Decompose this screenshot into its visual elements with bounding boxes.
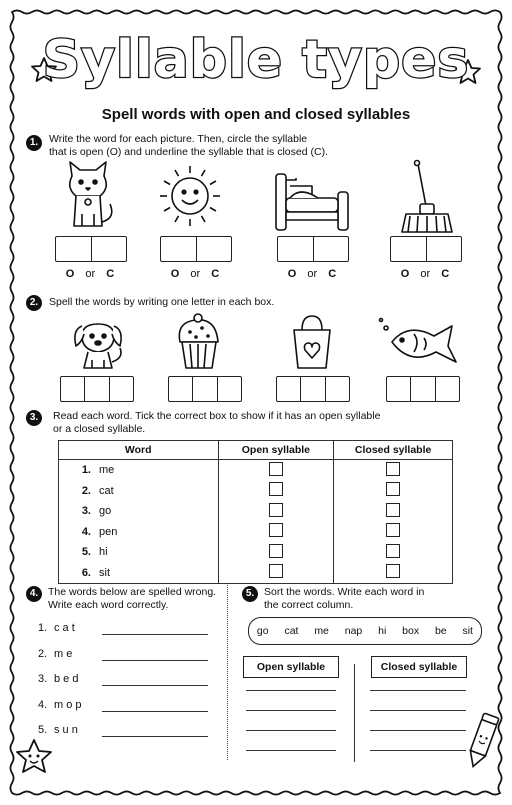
misspelled-word: s u n — [54, 724, 78, 736]
misspelled-item — [38, 699, 82, 711]
closed-cell — [334, 501, 453, 522]
bank-word: nap — [344, 625, 363, 637]
section-4-number: 4. — [26, 586, 42, 602]
bank-word: go — [256, 625, 269, 637]
instruction-line: Sort the words. Write each word in — [264, 586, 425, 598]
open-checkbox[interactable] — [269, 462, 283, 476]
misspelled-word: b e d — [54, 673, 79, 685]
open-cell — [218, 481, 334, 502]
word-cell: 3. go — [59, 501, 219, 522]
misspelled-item — [38, 673, 78, 685]
answer-line[interactable] — [102, 685, 208, 686]
open-cell — [218, 542, 334, 563]
letter-boxes[interactable] — [168, 376, 242, 402]
word-bank — [248, 617, 482, 645]
open-cell — [218, 563, 334, 584]
bank-word: box — [402, 625, 420, 637]
table-row — [59, 563, 453, 584]
instruction-line: or a closed syllable. — [53, 423, 146, 435]
header-word: Word — [59, 441, 219, 460]
closed-checkbox[interactable] — [386, 564, 400, 578]
answer-line[interactable] — [370, 730, 466, 731]
open-checkbox[interactable] — [269, 523, 283, 537]
item-number: 2. — [38, 647, 48, 660]
word-cell: 4. pen — [59, 522, 219, 543]
answer-line[interactable] — [102, 736, 208, 737]
closed-cell — [334, 460, 453, 481]
answer-line[interactable] — [102, 660, 208, 661]
instruction-line: Read each word. Tick the correct box to show if it has an open syllable — [53, 410, 381, 422]
open-checkbox[interactable] — [269, 564, 283, 578]
section-4-instruction — [48, 586, 216, 612]
answer-line[interactable] — [246, 730, 336, 731]
instruction-line: that is open (O) and underline the syllable that is closed (C). — [49, 146, 328, 158]
sun-ray — [164, 208, 170, 212]
bank-word: cat — [284, 625, 299, 637]
instruction-line: The words below are spelled wrong. — [48, 586, 217, 598]
item-number: 4. — [38, 698, 48, 711]
closed-checkbox[interactable] — [386, 482, 400, 496]
open-syllable-label: Open syllable — [243, 656, 339, 678]
header-open: Open syllable — [218, 441, 334, 460]
closed-checkbox[interactable] — [386, 544, 400, 558]
letter-boxes[interactable] — [277, 236, 349, 262]
open-checkbox[interactable] — [269, 482, 283, 496]
open-or-closed-choice[interactable]: O or C — [170, 268, 220, 280]
section-5-instruction — [264, 586, 424, 612]
closed-cell — [334, 522, 453, 543]
open-cell — [218, 460, 334, 481]
letter-boxes[interactable] — [390, 236, 462, 262]
section-5-number: 5. — [242, 586, 258, 602]
column-divider — [354, 664, 355, 762]
table-row — [59, 501, 453, 522]
item-number: 3. — [38, 673, 48, 685]
answer-line[interactable] — [102, 711, 208, 712]
open-checkbox[interactable] — [269, 544, 283, 558]
section-2-instruction: Spell the words by writing one letter in each box. — [49, 296, 275, 308]
word-cell: 5. hi — [59, 542, 219, 563]
word-cell: 2. cat — [59, 481, 219, 502]
closed-syllable-label: Closed syllable — [371, 656, 467, 678]
cupcake-icon — [179, 314, 218, 368]
open-cell — [218, 501, 334, 522]
answer-line[interactable] — [102, 634, 208, 635]
misspelled-word: m o p — [54, 698, 82, 711]
word-cell: 1. me — [59, 460, 219, 481]
instruction-line: the correct column. — [264, 599, 354, 611]
instruction-line: Write the word for each picture. Then, circle the syllable — [49, 133, 308, 145]
closed-cell — [334, 542, 453, 563]
sun-ray — [210, 181, 216, 185]
letter-boxes[interactable] — [55, 236, 127, 262]
misspelled-item — [38, 622, 75, 634]
bag-icon — [294, 316, 330, 368]
answer-line[interactable] — [246, 710, 336, 711]
bank-word: sit — [462, 625, 473, 637]
misspelled-word: c a t — [54, 622, 75, 634]
section-1-number: 1. — [26, 135, 42, 151]
misspelled-word: m e — [54, 647, 73, 660]
section-2-number: 2. — [26, 295, 42, 311]
bank-word: hi — [378, 625, 387, 637]
header-closed: Closed syllable — [334, 441, 453, 460]
closed-checkbox[interactable] — [386, 462, 400, 476]
sun-icon — [160, 166, 220, 226]
answer-line[interactable] — [246, 750, 336, 751]
letter-boxes[interactable] — [160, 236, 232, 262]
item-number: 5. — [38, 724, 48, 736]
answer-line[interactable] — [246, 690, 336, 691]
word-cell: 6. sit — [59, 563, 219, 584]
sun-ray — [202, 170, 206, 176]
bank-word: be — [434, 625, 447, 637]
page-title: Syllable types — [42, 30, 470, 90]
letter-boxes[interactable] — [386, 376, 460, 402]
closed-checkbox[interactable] — [386, 503, 400, 517]
misspelled-item — [38, 648, 72, 660]
open-checkbox[interactable] — [269, 503, 283, 517]
answer-line[interactable] — [370, 690, 466, 691]
misspelled-item — [38, 724, 78, 736]
section-divider — [227, 585, 228, 760]
sun-ray — [175, 170, 179, 176]
sun-ray — [164, 181, 170, 185]
section-3-instruction — [53, 410, 380, 436]
item-number: 1. — [38, 622, 48, 634]
open-or-closed-choice[interactable]: O or C — [400, 268, 450, 280]
smiling-star-icon — [17, 740, 51, 772]
open-cell — [218, 522, 334, 543]
dog-icon — [75, 324, 121, 368]
bank-word: me — [314, 625, 329, 637]
sun-ray — [202, 216, 206, 222]
letter-boxes[interactable] — [60, 376, 134, 402]
page-subtitle: Spell words with open and closed syllables — [101, 106, 411, 123]
table-row — [59, 522, 453, 543]
instruction-line: Write each word correctly. — [48, 599, 169, 611]
fish-icon — [380, 319, 457, 363]
sun-ray — [175, 216, 179, 222]
table-row — [59, 481, 453, 502]
answer-line[interactable] — [370, 750, 466, 751]
closed-checkbox[interactable] — [386, 523, 400, 537]
mop-icon — [402, 161, 452, 233]
closed-cell — [334, 563, 453, 584]
section-3-number: 3. — [26, 410, 42, 426]
bed-icon — [276, 174, 348, 230]
sun-ray — [210, 208, 216, 212]
table-row — [59, 460, 453, 481]
syllable-table — [58, 440, 453, 584]
table-row — [59, 542, 453, 563]
closed-cell — [334, 481, 453, 502]
letter-boxes[interactable] — [276, 376, 350, 402]
answer-line[interactable] — [370, 710, 466, 711]
cat-icon — [70, 162, 112, 226]
open-or-closed-choice[interactable]: O or C — [65, 268, 115, 280]
pencil-icon — [466, 713, 500, 769]
section-1-instruction — [49, 133, 328, 159]
open-or-closed-choice[interactable]: O or C — [287, 268, 337, 280]
